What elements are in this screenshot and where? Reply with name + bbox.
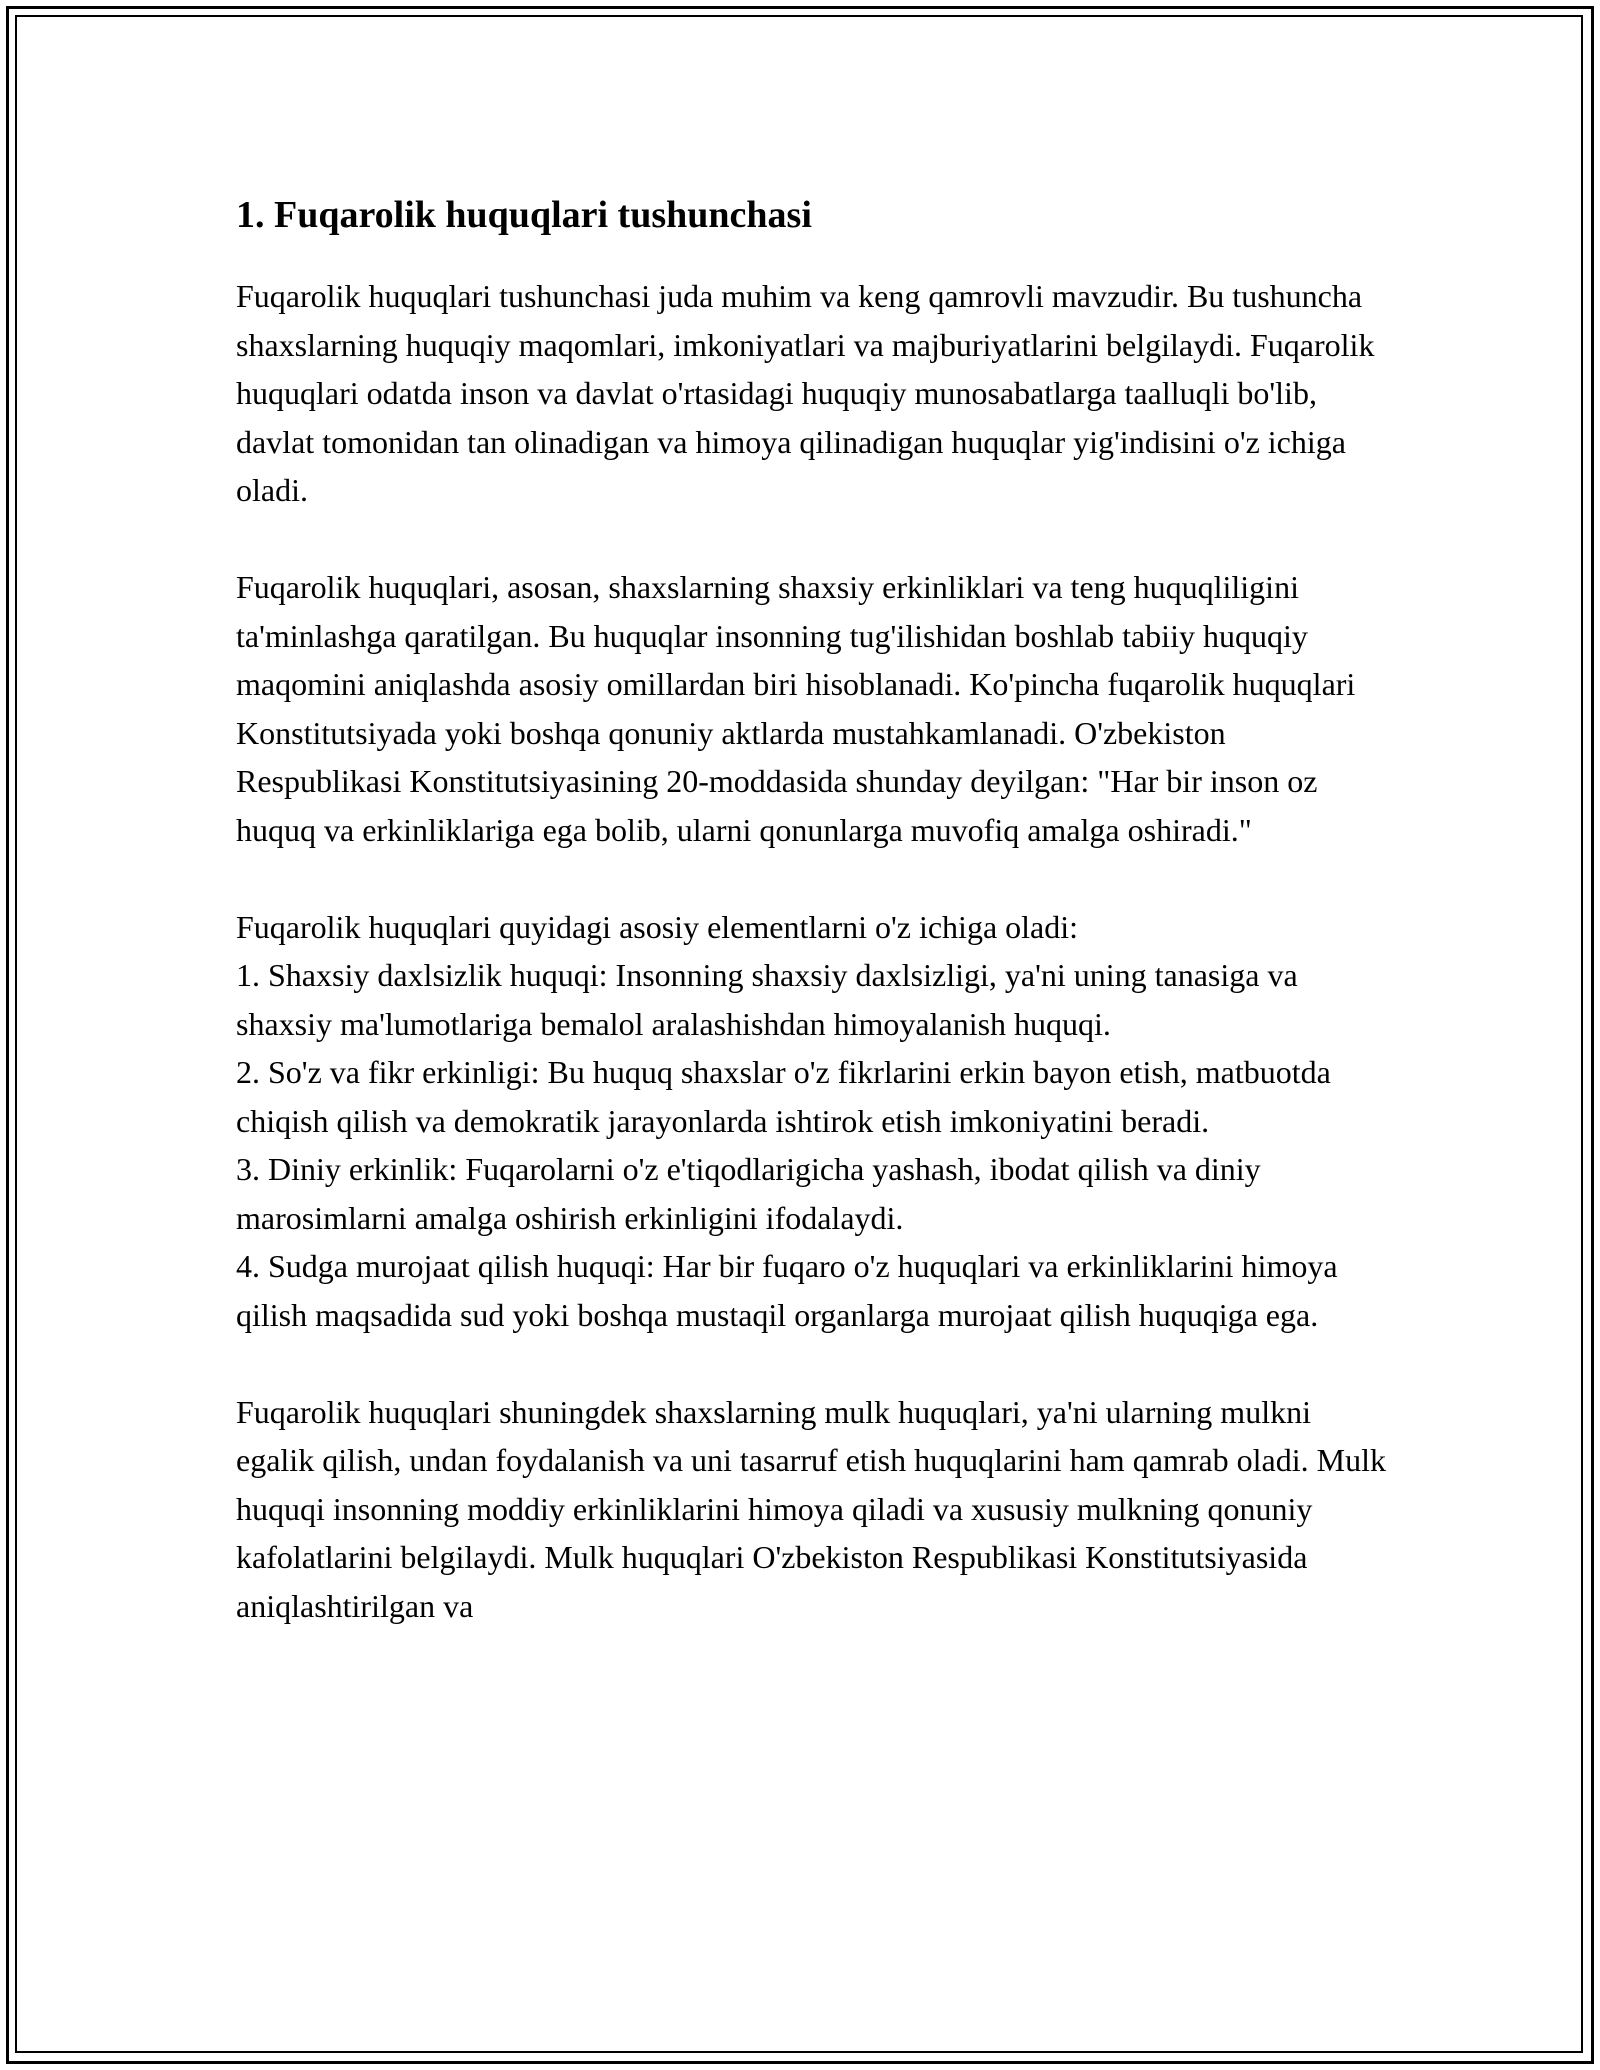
elements-list <box>236 903 1386 1340</box>
paragraph-property-rights: Fuqarolik huquqlari shuningdek shaxslarning mulk huquqlari, ya'ni ularning mulkni egalik qilish, undan foydalanish va uni tasarruf etish huquqlarini ham qamrab oladi. Mulk huquqi insonning moddiy erkinliklarini himoya qiladi va xususiy mulkning qonuniy kafolatlarini belgilaydi. Mulk huquqlari O'zbekiston Respublikasi Konstitutsiyasida aniqlashtirilgan va <box>236 1393 1386 1624</box>
list-item: 2. So'z va fikr erkinligi: Bu huquq shaxslar o'z fikrlarini erkin bayon etish, matbuotda chiqish qilish va demokratik jarayonlarda ishtirok etish imkoniyatini beradi. <box>236 1054 1331 1139</box>
document-title: 1. Fuqarolik huquqlari tushunchasi <box>236 194 812 236</box>
document-body <box>236 184 1386 1679</box>
list-item: 1. Shaxsiy daxlsizlik huquqi: Insonning shaxsiy daxlsizligi, ya'ni uning tanasiga va shaxsiy ma'lumotlariga bemalol aralashishdan himoyalanish huquqi. <box>236 957 1298 1042</box>
list-item: 4. Sudga murojaat qilish huquqi: Har bir fuqaro o'z huquqlari va erkinliklarini himoya qilish maqsadida sud yoki boshqa mustaqil organlarga murojaat qilish huquqiga ega. <box>236 1248 1338 1333</box>
list-item: 3. Diniy erkinlik: Fuqarolarni o'z e'tiqodlarigicha yashash, ibodat qilish va diniy marosimlarni amalga oshirish erkinligini ifodalaydi. <box>236 1151 1261 1236</box>
paragraph-definition: Fuqarolik huquqlari tushunchasi juda muhim va keng qamrovli mavzudir. Bu tushuncha shaxslarning huquqiy maqomlari, imkoniyatlari va majburiyatlarini belgilaydi. Fuqarolik huquqlari odatda inson va davlat o'rtasidagi huquqiy munosabatlarga taalluqli bo'lib, davlat tomonidan tan olinadigan va himoya qilinadigan huquqlar yig'indisini o'z ichiga oladi. <box>236 278 1375 508</box>
list-intro: Fuqarolik huquqlari quyidagi asosiy elementlarni o'z ichiga oladi: <box>236 908 1079 945</box>
paragraph-personal-freedoms: Fuqarolik huquqlari, asosan, shaxslarning shaxsiy erkinliklari va teng huquqliligini ta'minlashga qaratilgan. Bu huquqlar insonning tug'ilishidan boshlab tabiiy huquqiy maqomini aniqlashda asosiy omillardan biri hisoblanadi. Ko'pincha fuqarolik huquqlari Konstitutsiyada yoki boshqa qonuniy aktlarda mustahkamlanadi. O'zbekiston Respublikasi Konstitutsiyasining 20-moddasida shunday deyilgan: "Har bir inson oz huquq va erkinliklariga ega bolib, ularni qonunlarga muvofiq amalga oshiradi." <box>236 569 1356 848</box>
